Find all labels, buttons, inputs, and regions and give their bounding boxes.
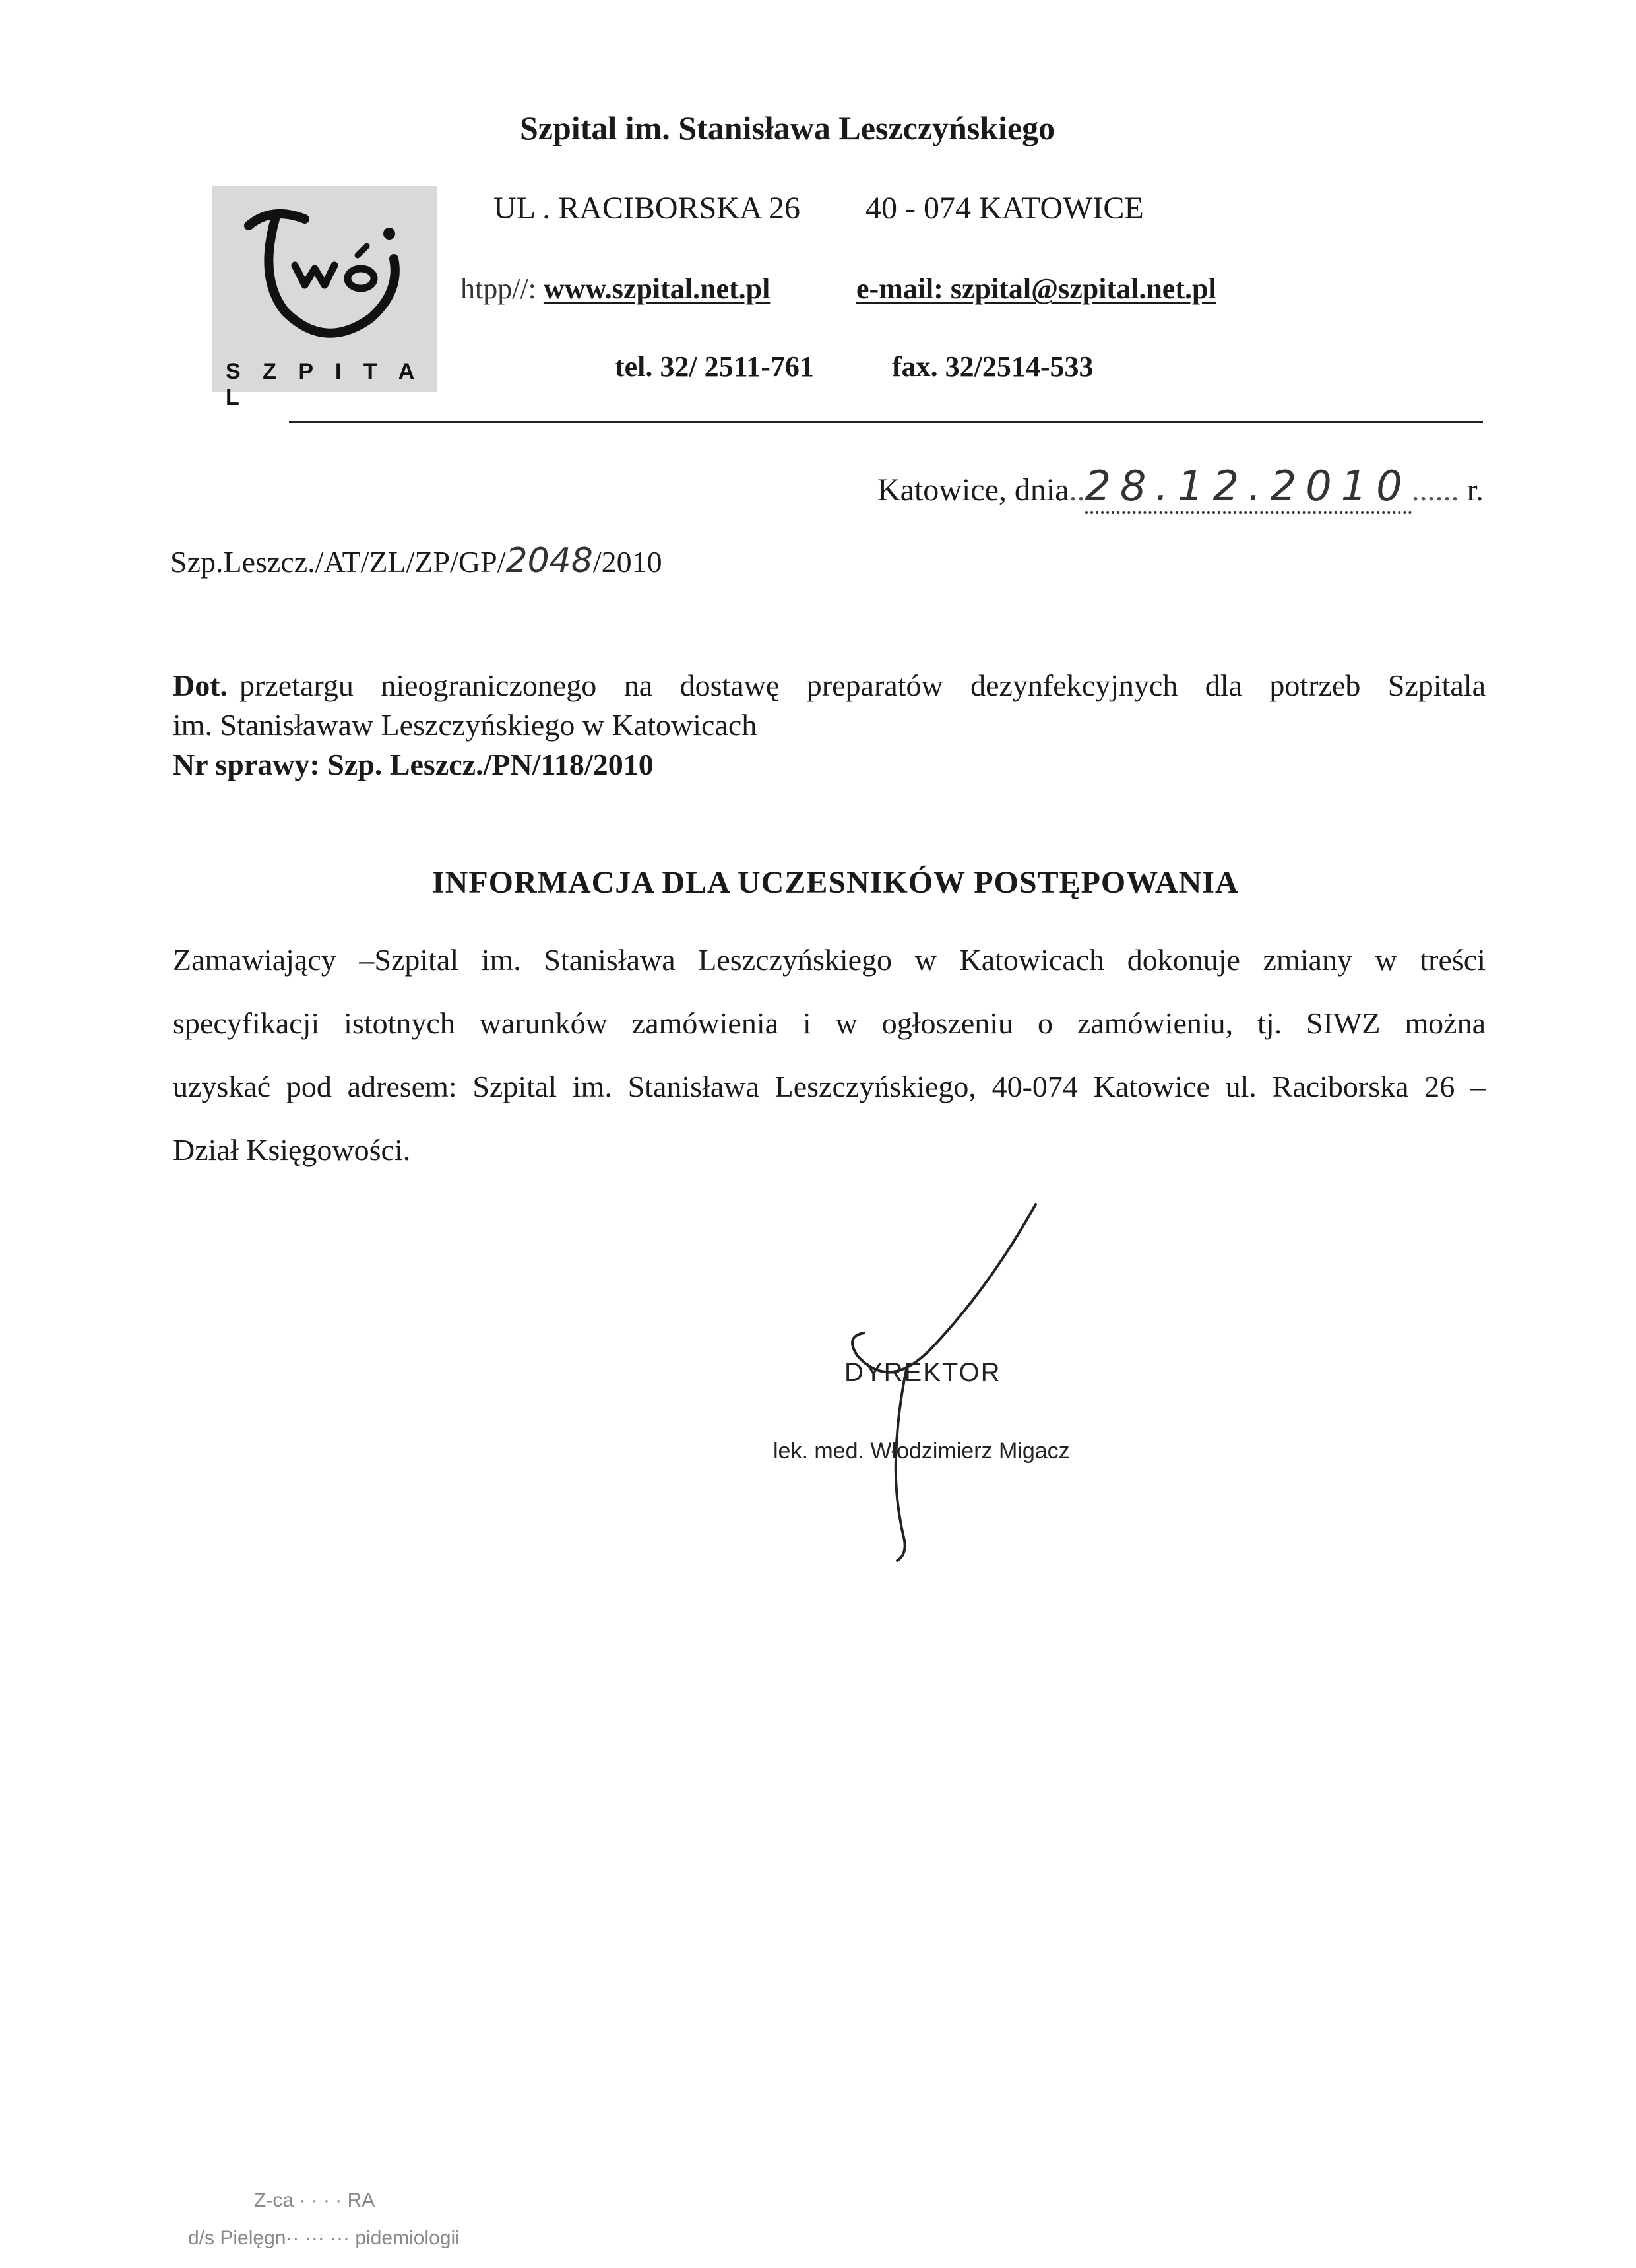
notice-body (173, 942, 1486, 1196)
subject-line-1 (173, 668, 1486, 703)
website-link[interactable]: www.szpital.net.pl (543, 273, 771, 305)
hospital-name: Szpital im. Stanisława Leszczyńskiego (520, 110, 1055, 146)
website-line (460, 272, 770, 306)
body-line-3: uzyskać pod adresem: Szpital im. Stanisława Leszczyńskiego, 40-074 Katowice ul. Raciborska 26 – (173, 1070, 1486, 1103)
date-prefix: Katowice, dnia (877, 472, 1069, 507)
logo-mark-icon (212, 186, 437, 351)
date-suffix: r. (1466, 472, 1484, 507)
body-line-2: specyfikacji istotnych warunków zamówienia i w ogłoszeniu o zamówieniu, tj. SIWZ można (173, 1006, 1486, 1040)
phone-number: tel. 32/ 2511-761 (615, 350, 814, 383)
subject-line-2: im. Stanisławaw Leszczyńskiego w Katowicach (173, 708, 757, 742)
website-prefix: htpp//: (460, 273, 536, 305)
reference-prefix: Szp.Leszcz./AT/ZL/ZP/GP/ (170, 545, 506, 579)
address-street: UL . RACIBORSKA 26 (493, 191, 800, 226)
notice-title: INFORMACJA DLA UCZESNIKÓW POSTĘPOWANIA (432, 865, 1239, 900)
email-link[interactable]: e-mail: szpital@szpital.net.pl (856, 273, 1216, 305)
footer-stamp-line-1: Z-ca · · · · RA (254, 2189, 375, 2211)
case-number: Nr sprawy: Szp. Leszcz./PN/118/2010 (173, 748, 654, 781)
subject-dot-label: Dot. (173, 668, 228, 702)
handwritten-date: 28.12.2010 (1085, 462, 1412, 514)
logo-caption: S Z P I T A L (226, 359, 422, 410)
address-city: 40 - 074 KATOWICE (865, 191, 1144, 226)
reference-handwritten: 2048 (505, 541, 593, 581)
logo (212, 186, 437, 410)
subject-text-1: przetargu nieograniczonego na dostawę preparatów dezynfekcyjnych dla potrzeb Szpitala (239, 668, 1486, 702)
fax-number: fax. 32/2514-533 (892, 350, 1094, 383)
body-line-1: Zamawiający –Szpital im. Stanisława Leszczyńskiego w Katowicach dokonuje zmiany w treści (173, 943, 1486, 977)
reference-suffix: /2010 (592, 545, 662, 579)
signature-name: lek. med. Włodzimierz Migacz (773, 1439, 1070, 1464)
header-divider (289, 421, 1483, 423)
footer-stamp-line-2: d/s Pielęgn·· ··· ··· pidemiologii (188, 2227, 460, 2249)
body-line-4: Dział Księgowości. (173, 1133, 411, 1167)
date-line: Katowice, dnia..28.12.2010...... r. (877, 462, 1484, 510)
reference-number (170, 541, 662, 581)
signature-title: DYREKTOR (844, 1358, 1001, 1387)
